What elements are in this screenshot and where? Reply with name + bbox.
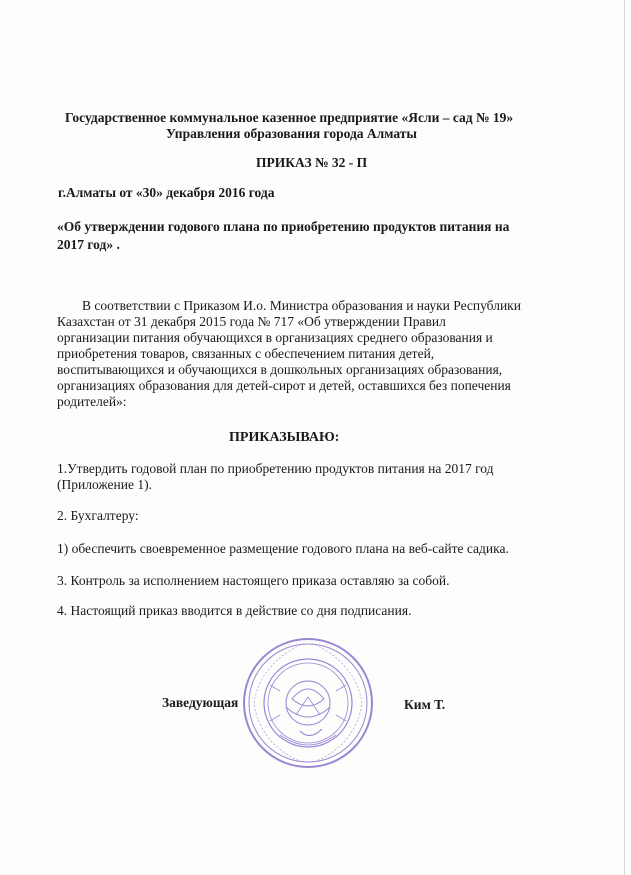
item-3: 3. Контроль за исполнением настоящего приказа оставляю за собой. xyxy=(57,573,450,588)
item-2-sub: 1) обеспечить своевременное размещение годового плана на веб-сайте садика. xyxy=(57,541,509,556)
official-stamp xyxy=(240,635,376,771)
signature-position: Заведующая xyxy=(162,695,239,710)
org-name-line2: Управления образования города Алматы xyxy=(166,126,417,141)
order-word: ПРИКАЗЫВАЮ: xyxy=(229,430,340,445)
preamble-line: Казахстан от 31 декабря 2015 года № 717 «Об утверждении Правил xyxy=(57,314,446,329)
preamble-line: родителей»: xyxy=(57,394,127,409)
item-2: 2. Бухгалтеру: xyxy=(57,508,139,523)
item-1-line1: 1.Утвердить годовой план по приобретению продуктов питания на 2017 год xyxy=(57,461,494,476)
order-subject-line1: «Об утверждении годового плана по приобретению продуктов питания на xyxy=(57,219,510,234)
preamble-line: организации питания обучающихся в организациях среднего образования и xyxy=(57,330,493,345)
page-edge xyxy=(624,0,625,875)
order-title: ПРИКАЗ № 32 - П xyxy=(256,155,368,170)
order-subject-line2: 2017 год» . xyxy=(57,237,120,252)
org-name-line1: Государственное коммунальное казенное предприятие «Ясли – сад № 19» xyxy=(65,110,514,125)
preamble-line: В соответствии с Приказом И.о. Министра образования и науки Республики xyxy=(82,298,521,313)
item-1-line2: (Приложение 1). xyxy=(57,477,152,492)
order-place-date: г.Алматы от «30» декабря 2016 года xyxy=(58,185,275,200)
signature-name: Ким Т. xyxy=(404,697,446,712)
preamble-line: приобретения товаров, связанных с обеспечением питания детей, xyxy=(57,346,435,361)
preamble-line: воспитывающихся и обучающихся в дошкольных организациях образования, xyxy=(57,362,503,377)
item-4: 4. Настоящий приказ вводится в действие со дня подписания. xyxy=(57,603,412,618)
preamble-line: организациях образования для детей-сирот и детей, оставшихся без попечения xyxy=(57,378,511,393)
